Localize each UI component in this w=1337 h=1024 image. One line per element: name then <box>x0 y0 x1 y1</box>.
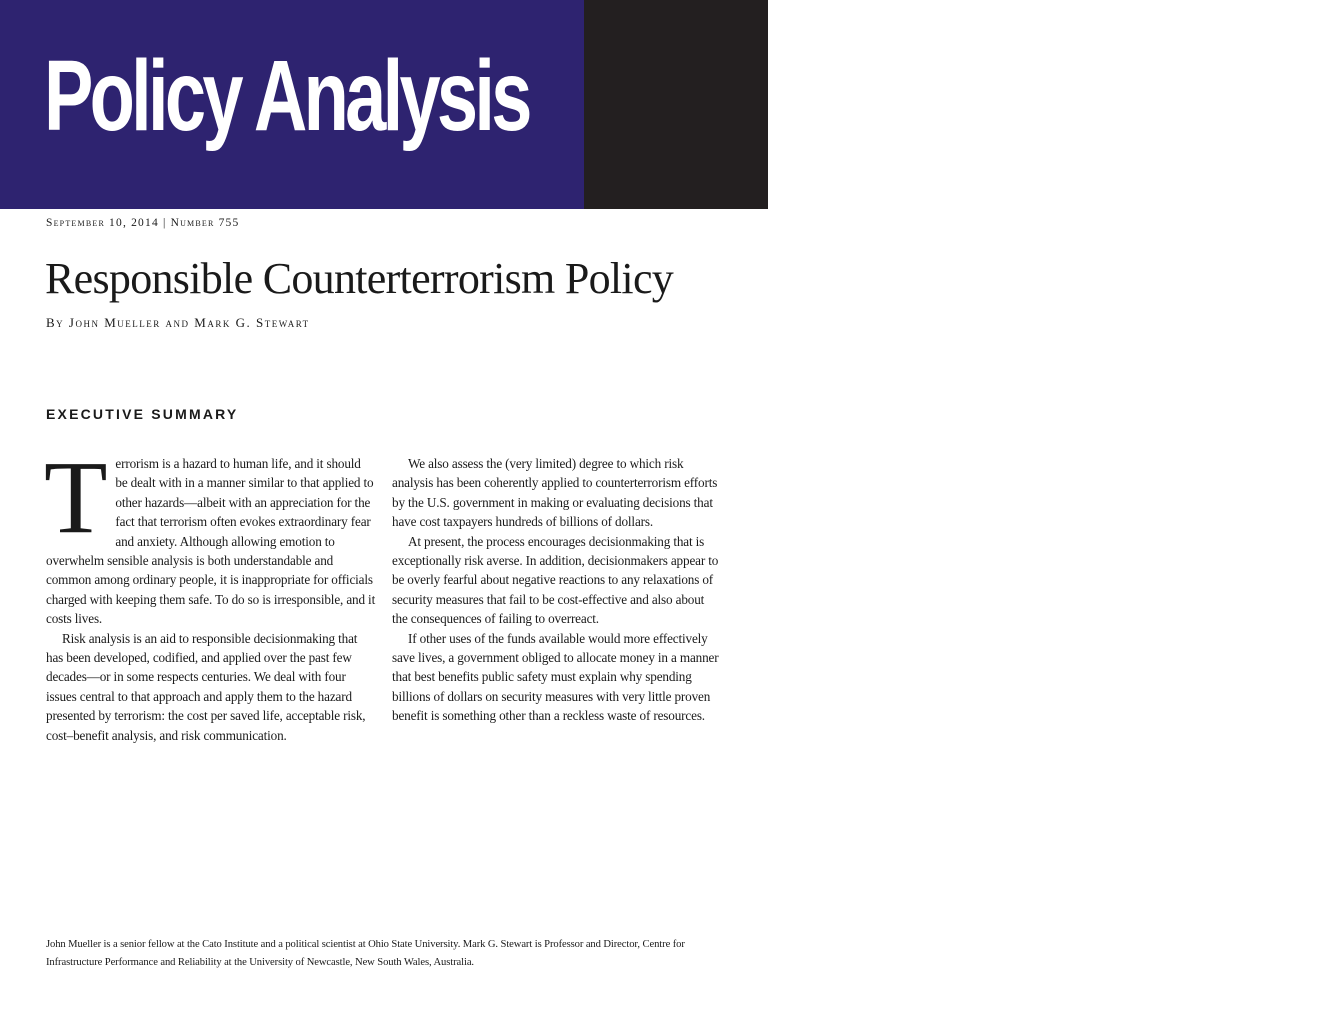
meta-separator: | <box>162 217 167 229</box>
banner-title-block <box>0 0 584 209</box>
summary-paragraph <box>44 440 376 629</box>
header-banner <box>0 0 1326 209</box>
logo-wordmark-bottom: INSTITUTE <box>1193 123 1326 150</box>
author-footnote: John Mueller is a senior fellow at the Cato Institute and a political scientist at Ohio State University. Mark G. Stewart is Professor and Director, Centre for Infrastructure Performance and Reliability at the University of Newcastle, New South Wales, Australia. <box>46 939 685 968</box>
publication-meta <box>46 217 239 229</box>
publication-date: September 10, 2014 <box>46 217 159 229</box>
publication-number: Number 755 <box>170 217 240 229</box>
logo-wordmark-top: CATO <box>1198 65 1321 127</box>
summary-right-column <box>392 454 722 726</box>
byline: By John Mueller and Mark G. Stewart <box>46 315 310 330</box>
document-title: Responsible Counterterrorism Policy <box>45 254 674 303</box>
summary-paragraph-text: errorism is a hazard to human life, and it should be dealt with in a manner similar to that applied to other hazards—albeit with an appreciation for the fact that terrorism often evokes extraordinary fear and anxiety. Although allowing emotion to overwhelm sensible analysis is both understandable and common among ordinary people, it is inappropriate for officials charged with keeping them safe. To do so is irresponsible, and it costs lives. <box>46 456 376 627</box>
section-heading: EXECUTIVE SUMMARY <box>46 406 239 422</box>
summary-left-column <box>44 440 376 745</box>
summary-paragraph: We also assess the (very limited) degree to which risk analysis has been coherently applied to counterterrorism efforts by the U.S. government in making or evaluating decisions that have cost taxpayers hundreds of billions of dollars. <box>392 456 718 530</box>
summary-paragraph: At present, the process encourages decisionmaking that is exceptionally risk averse. In addition, decisionmakers appear to be overly fearful about negative reactions to any relaxations of security measures that fail to be cost-effective and also about the consequences of failing to overreact. <box>392 533 719 627</box>
series-title: Policy Analysis <box>44 40 529 152</box>
summary-paragraph: Risk analysis is an aid to responsible decisionmaking that has been developed, codified, and applied over the past few decades—or in some respects centuries. We deal with four issues central to that approach and apply them to the hazard presented by terrorism: the cost per saved life, acceptable risk, cost–benefit analysis, and risk communication. <box>46 630 366 743</box>
cato-institute-logo <box>1182 65 1337 150</box>
drop-cap: T <box>44 440 108 555</box>
logo-block <box>584 0 1326 209</box>
summary-paragraph: If other uses of the funds available would more effectively save lives, a government obliged to allocate money in a manner that best benefits public safety must explain why spending billions of dollars on security measures with very little proven benefit is something other than a reckless waste of resources. <box>392 630 719 724</box>
